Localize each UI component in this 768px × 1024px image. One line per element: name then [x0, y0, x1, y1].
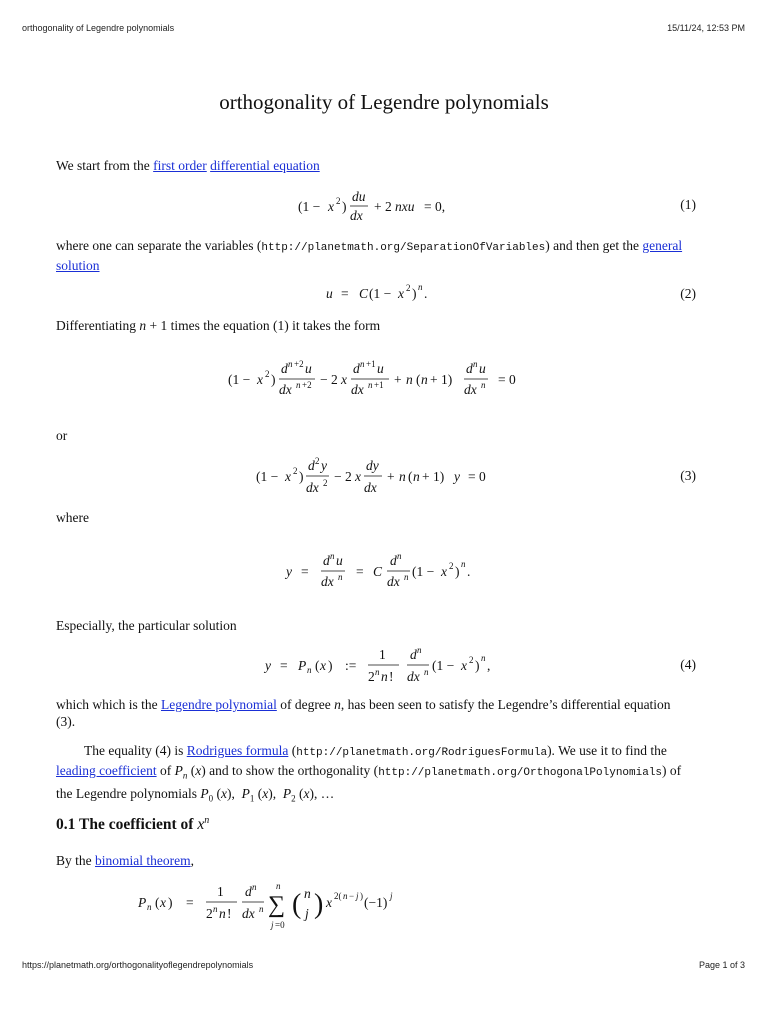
equation-2-formula: [56, 280, 696, 306]
paragraph-text: where one can separate the variables (: [56, 238, 262, 253]
print-footer-url: https://planetmath.org/orthogonalityoflegendrepolynomials: [22, 960, 254, 970]
url-orthogonal-polynomials: http://planetmath.org/OrthogonalPolynomials: [378, 767, 663, 779]
svg-text:2: 2: [469, 655, 474, 665]
svg-text:): ): [299, 469, 304, 484]
section-heading: [56, 815, 209, 834]
svg-text:C: C: [359, 286, 369, 301]
svg-text:x: x: [285, 469, 291, 484]
svg-text:2: 2: [265, 369, 270, 379]
paragraph-text: of: [159, 763, 172, 778]
math-n: n: [334, 697, 341, 712]
equation-4-number: (4): [680, 657, 696, 672]
svg-text:2: 2: [368, 669, 375, 684]
link-binomial-theorem[interactable]: binomial theorem: [95, 853, 191, 868]
paragraph-text: which which is the: [56, 697, 158, 712]
svg-text:j: j: [305, 906, 309, 921]
svg-text:): ): [271, 372, 276, 387]
svg-text:): ): [475, 658, 480, 673]
paragraph-text: Differentiating: [56, 318, 136, 333]
svg-text:x: x: [441, 564, 447, 579]
equation-2: [56, 280, 696, 306]
svg-text:d: d: [410, 647, 417, 662]
svg-text:dx: dx: [364, 480, 377, 495]
svg-text:n: n: [307, 665, 312, 675]
svg-text:+: +: [387, 469, 395, 484]
svg-text:n: n: [304, 886, 311, 901]
svg-text:n: n: [360, 359, 365, 369]
svg-text:(1 −: (1 −: [369, 286, 392, 301]
svg-text:C: C: [373, 564, 383, 579]
svg-text:j: j: [390, 891, 393, 901]
svg-text:.: .: [467, 564, 471, 579]
section-title: The coefficient of: [78, 816, 194, 834]
equation-3-formula: [56, 456, 696, 500]
svg-text:(1 −: (1 −: [298, 199, 321, 214]
svg-text:): ): [412, 286, 417, 301]
svg-text:j: j: [271, 920, 274, 930]
svg-text:.: .: [424, 286, 428, 301]
svg-text:): ): [328, 658, 333, 673]
svg-text:dx: dx: [242, 906, 255, 921]
paragraph-text: , has been seen to satisfy the Legendre’s differential equation: [340, 697, 671, 712]
svg-text:u: u: [326, 286, 333, 301]
svg-text:= 0: = 0: [498, 372, 516, 387]
svg-text:): ): [360, 891, 363, 901]
svg-text:=: =: [301, 564, 309, 579]
paragraph-where: where: [56, 510, 89, 525]
svg-text:∑: ∑: [268, 892, 286, 918]
paragraph-text: (3).: [56, 714, 76, 729]
svg-text::=: :=: [345, 658, 357, 673]
svg-text:2: 2: [315, 456, 320, 466]
svg-text:n: n: [421, 372, 428, 387]
svg-text:n: n: [481, 653, 486, 663]
svg-text:+2: +2: [294, 359, 304, 369]
svg-text:du: du: [352, 189, 366, 204]
link-legendre-polynomial[interactable]: Legendre polynomial: [160, 697, 277, 712]
svg-text:2: 2: [206, 906, 213, 921]
svg-text:=: =: [186, 895, 194, 910]
paragraph-text: ) of: [662, 763, 682, 778]
svg-text:y: y: [321, 458, 327, 473]
link-differential-equation[interactable]: differential equation: [210, 158, 320, 173]
equation-differentiated-formula: [56, 358, 696, 402]
svg-text:− 2: − 2: [334, 469, 352, 484]
svg-text:n: n: [424, 667, 429, 677]
paragraph-or: or: [56, 428, 68, 443]
equation-binomial-expansion: [56, 880, 696, 930]
svg-text:u: u: [377, 361, 384, 376]
paragraph-binomial: By the binomial theorem,: [56, 853, 194, 868]
svg-text:=: =: [356, 564, 364, 579]
svg-text:+2: +2: [302, 380, 312, 390]
svg-text:(1 −: (1 −: [228, 372, 251, 387]
svg-text:dx: dx: [387, 574, 400, 589]
svg-text:y: y: [286, 564, 292, 579]
svg-text:dx: dx: [351, 382, 364, 397]
equation-1-number: (1): [680, 197, 696, 212]
math-x-power-n: $x^n$: [197, 815, 210, 834]
svg-text:j: j: [356, 891, 359, 901]
paragraph-text: of degree: [280, 697, 331, 712]
paragraph-legendre-polynomial: [56, 696, 696, 730]
svg-text:n: n: [368, 380, 373, 390]
svg-text:1: 1: [217, 884, 224, 899]
paragraph-text: ) and then get the: [545, 238, 639, 253]
svg-text:2: 2: [406, 283, 411, 293]
svg-text:n: n: [417, 645, 422, 655]
svg-text:n: n: [252, 882, 257, 892]
math-pn-x: $P_n$: [174, 763, 188, 781]
math-polynomial-list: $P_0$ (x), $P_1$ (x), $P_2$ (x), …: [200, 785, 335, 804]
link-solution[interactable]: solution: [56, 258, 100, 273]
page-title: orthogonality of Legendre polynomials: [219, 90, 549, 114]
svg-text:): ): [314, 889, 324, 920]
paragraph-separation: [56, 237, 696, 274]
equation-differentiated: [56, 358, 696, 402]
svg-text:n: n: [213, 904, 218, 914]
print-header-title: orthogonality of Legendre polynomials: [22, 23, 175, 33]
svg-text:x: x: [326, 895, 332, 910]
svg-text:+ 2: + 2: [374, 199, 392, 214]
svg-text:n: n: [338, 572, 343, 582]
svg-text:n: n: [276, 881, 281, 891]
svg-text:n: n: [473, 359, 478, 369]
svg-text:x: x: [160, 895, 166, 910]
svg-text:n: n: [219, 906, 226, 921]
equation-y-definition-formula: [56, 550, 696, 594]
svg-text:dx: dx: [350, 208, 363, 223]
equation-binomial-expansion-formula: [56, 880, 696, 930]
svg-text:2(: 2(: [334, 891, 342, 901]
svg-text:x: x: [355, 469, 361, 484]
svg-text:,: ,: [487, 658, 491, 673]
paragraph-text: ). We use it to find the: [547, 743, 667, 758]
print-header-timestamp: 15/11/24, 12:53 PM: [667, 23, 745, 33]
equation-2-number: (2): [680, 286, 696, 301]
url-rodrigues-formula: http://planetmath.org/RodriguesFormula: [296, 747, 548, 759]
svg-text:n: n: [461, 559, 466, 569]
svg-text:(1 −: (1 −: [256, 469, 279, 484]
svg-text:n: n: [343, 891, 348, 901]
svg-text:x: x: [461, 658, 467, 673]
svg-text:!: !: [227, 906, 232, 921]
link-rodrigues-formula[interactable]: Rodrigues formula: [186, 743, 289, 758]
svg-text:n: n: [375, 667, 380, 677]
equation-3-number: (3): [680, 468, 696, 483]
paragraph-text: By the: [56, 853, 92, 868]
equation-4: [56, 645, 696, 689]
svg-text:P: P: [298, 658, 307, 673]
svg-text:− 2: − 2: [320, 372, 338, 387]
svg-text:n: n: [381, 669, 388, 684]
svg-text:dx: dx: [279, 382, 292, 397]
svg-text:+1: +1: [366, 359, 376, 369]
svg-text:): ): [455, 564, 460, 579]
svg-text:= 0,: = 0,: [424, 199, 446, 214]
svg-text:+ 1): + 1): [430, 372, 453, 387]
paragraph-differentiating: Differentiating n + 1 times the equation (1) it takes the form: [56, 318, 381, 333]
paragraph-text: The equality (4) is: [84, 743, 184, 758]
url-separation-of-variables: http://planetmath.org/SeparationOfVariables: [261, 242, 546, 254]
svg-text:dx: dx: [464, 382, 477, 397]
paragraph-rodrigues: The equality (4) is Rodrigues formula (http://planetmath.org/RodriguesFormula). We use it to find the leading coefficient of $P_n$ (x) and to show the orthogonality (http://planetmath.org/OrthogonalPolynomials) of the Legendre polynomials $P_0$ (x), $P_1$ (x), $P_2$ (x), …: [56, 743, 682, 804]
svg-text:n: n: [406, 372, 413, 387]
svg-text:y: y: [454, 469, 460, 484]
svg-text:+ 1): + 1): [422, 469, 445, 484]
paragraph-text: times the equation (1) it takes the form: [170, 318, 381, 333]
svg-text:(−1): (−1): [364, 895, 388, 910]
section-number: 0.1: [56, 816, 76, 834]
svg-text:dy: dy: [366, 458, 379, 473]
svg-text:!: !: [389, 669, 394, 684]
svg-text:n: n: [413, 469, 420, 484]
svg-text:x: x: [341, 372, 347, 387]
link-leading-coefficient[interactable]: leading coefficient: [56, 763, 157, 778]
svg-text:n: n: [397, 551, 402, 561]
svg-text:(: (: [315, 658, 320, 673]
svg-text:=0: =0: [275, 920, 285, 930]
equation-3: [56, 456, 696, 500]
svg-text:n: n: [288, 359, 293, 369]
svg-text:x: x: [320, 658, 326, 673]
svg-text:P: P: [138, 895, 147, 910]
svg-text:d: d: [245, 884, 252, 899]
svg-text:n: n: [399, 469, 406, 484]
equation-4-formula: [56, 645, 696, 689]
svg-text:n: n: [259, 904, 264, 914]
svg-text:n: n: [481, 380, 486, 390]
equation-y-definition: [56, 550, 696, 594]
svg-text:(: (: [416, 372, 421, 387]
equation-1-formula: [56, 186, 696, 226]
math-n-plus-1: n: [139, 318, 147, 333]
paragraph-intro: [56, 157, 696, 174]
svg-text:(: (: [155, 895, 160, 910]
equation-1: [56, 186, 696, 226]
svg-text:dx: dx: [306, 480, 319, 495]
svg-text:u: u: [479, 361, 486, 376]
svg-text:= 0: = 0: [468, 469, 486, 484]
svg-text:2: 2: [449, 561, 454, 571]
svg-text:nxu: nxu: [395, 199, 415, 214]
svg-text:): ): [168, 895, 173, 910]
svg-text:u: u: [305, 361, 312, 376]
svg-text:n: n: [418, 282, 423, 292]
svg-text:+1: +1: [374, 380, 384, 390]
svg-text:dx: dx: [321, 574, 334, 589]
svg-text:d: d: [323, 553, 330, 568]
paragraph-text: We start from the: [56, 158, 150, 173]
svg-text:(: (: [292, 889, 302, 920]
svg-text:x: x: [328, 199, 334, 214]
svg-text:1: 1: [379, 647, 386, 662]
paragraph-text: the Legendre polynomials: [56, 785, 197, 801]
svg-text:2: 2: [336, 196, 341, 206]
paragraph-particular-solution: Especially, the particular solution: [56, 618, 237, 633]
svg-text:(: (: [408, 469, 413, 484]
svg-text:): ): [342, 199, 347, 214]
print-footer-page: Page 1 of 3: [698, 960, 745, 970]
svg-text:(1 −: (1 −: [412, 564, 435, 579]
svg-text:y: y: [265, 658, 271, 673]
svg-text:+: +: [394, 372, 402, 387]
svg-text:=: =: [280, 658, 288, 673]
svg-text:d: d: [308, 458, 315, 473]
svg-text:u: u: [336, 553, 343, 568]
svg-text:n: n: [147, 902, 152, 912]
svg-text:x: x: [398, 286, 404, 301]
svg-text:d: d: [390, 553, 397, 568]
svg-text:n: n: [296, 380, 301, 390]
svg-text:n: n: [404, 572, 409, 582]
svg-text:n: n: [330, 551, 335, 561]
svg-text:d: d: [281, 361, 288, 376]
link-first-order[interactable]: first order: [153, 158, 207, 173]
svg-text:dx: dx: [407, 669, 420, 684]
paragraph-text: and to show the orthogonality (: [209, 763, 379, 778]
svg-text:x: x: [257, 372, 263, 387]
svg-text:d: d: [466, 361, 473, 376]
svg-text:2: 2: [293, 466, 298, 476]
svg-text:(1 −: (1 −: [432, 658, 455, 673]
svg-text:2: 2: [323, 478, 328, 488]
svg-text:d: d: [353, 361, 360, 376]
svg-text:=: =: [341, 286, 349, 301]
link-general[interactable]: general: [642, 238, 683, 253]
svg-text:−: −: [349, 891, 355, 901]
